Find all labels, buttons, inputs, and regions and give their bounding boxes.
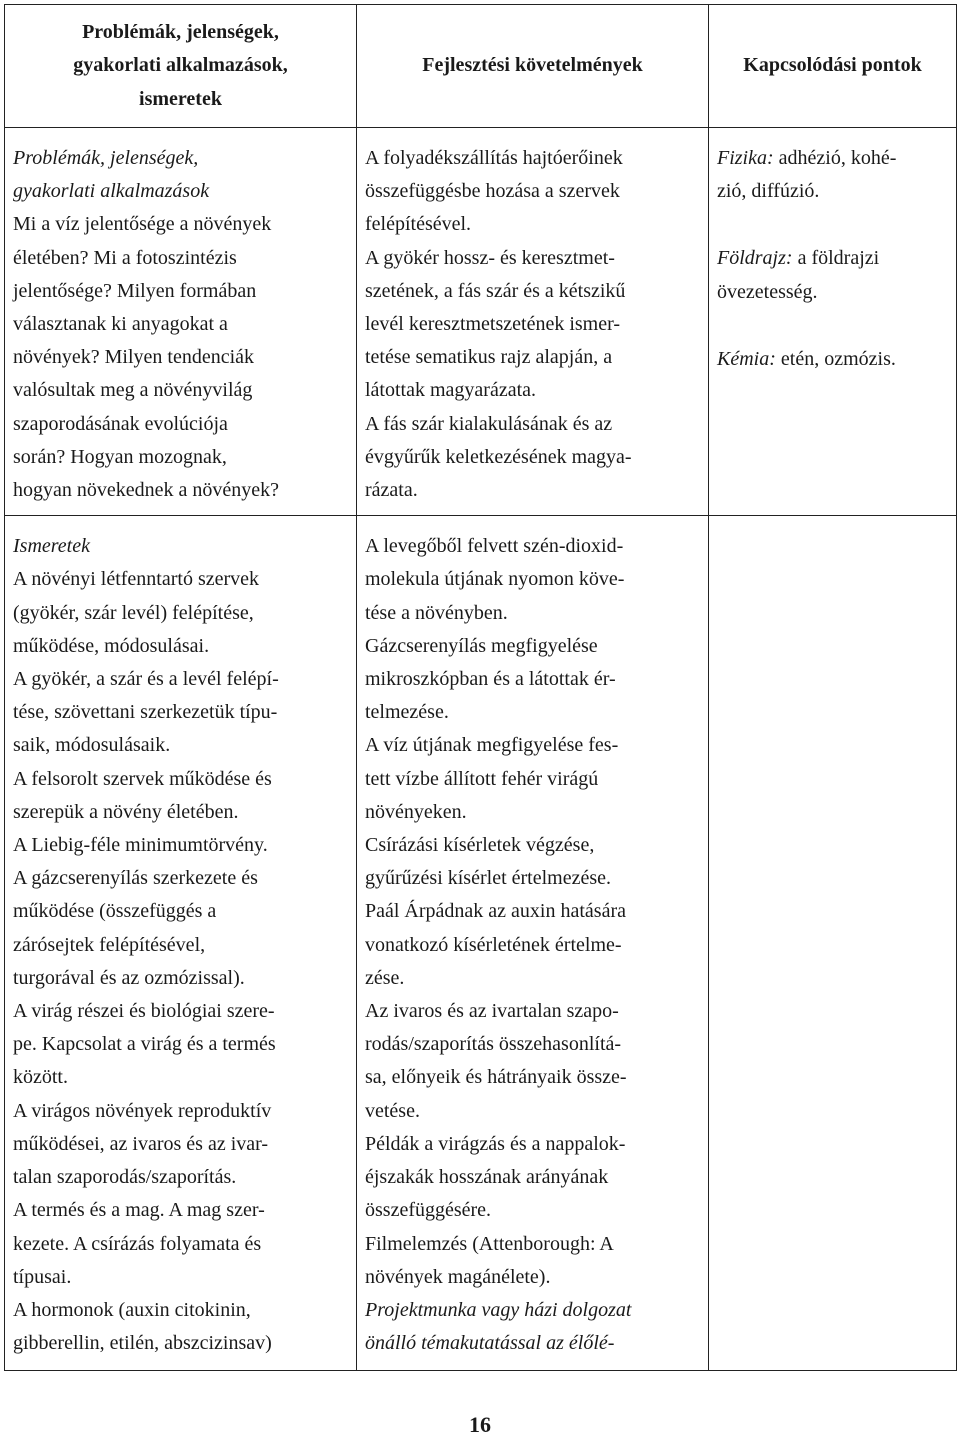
text-line: turgorával és az ozmózissal). [13, 966, 245, 989]
text-line: szetének, a fás szár és a kétszikű [365, 279, 626, 302]
connection-text: adhézió, kohé- [773, 147, 897, 169]
text-line: éjszakák hosszának arányának [365, 1166, 609, 1189]
text-line: talan szaporodás/szaporítás. [13, 1166, 237, 1189]
row1-requirements-cell [357, 128, 709, 516]
text-line: A fás szár kialakulásának és az [365, 412, 613, 435]
text-line: összefüggésbe hozása a szervek [365, 180, 620, 203]
table-row [5, 516, 957, 1371]
text-line: működései, az ivaros és az ivar- [13, 1132, 269, 1155]
subject-label: Fizika: [717, 147, 774, 169]
row1-requirements-list [365, 142, 700, 507]
text-line: működése (összefüggés a [13, 900, 217, 923]
text-line: sa, előnyeik és hátrányaik össze- [365, 1066, 627, 1089]
subject-label: Földrajz: [717, 247, 793, 270]
connection-geography [717, 242, 948, 308]
row2-requirements-cell [357, 516, 709, 1371]
text-line: típusai. [13, 1265, 72, 1288]
text-line: tetése sematikus rajz alapján, a [365, 346, 613, 369]
row2-requirements-italic-list [365, 1294, 700, 1360]
text-line: választanak ki anyagokat a [13, 313, 228, 336]
text-line: (gyökér, szár levél) felépítése, [13, 601, 254, 624]
text-line: kezete. A csírázás folyamata és [13, 1232, 262, 1255]
connection-text: övezetesség. [717, 280, 818, 303]
text-line: Paál Árpádnak az auxin hatására [365, 900, 626, 923]
text-line: A termés és a mag. A mag szer- [13, 1199, 265, 1222]
text-line: során? Hogyan mozognak, [13, 445, 227, 468]
header-topics-line: gyakorlati alkalmazások, [73, 54, 288, 77]
text-line: tése a növényben. [365, 601, 508, 624]
text-line: valósultak meg a növényvilág [13, 379, 253, 402]
subject-label: Kémia: [717, 347, 776, 370]
header-connections: Kapcsolódási pontok [709, 5, 957, 128]
connection-text: zió, diffúzió. [717, 180, 820, 203]
text-line: működése, módosulásai. [13, 634, 210, 657]
text-line: életében? Mi a fotoszintézis [13, 246, 237, 269]
text-line: tett vízbe állított fehér virágú [365, 767, 599, 790]
header-row [5, 5, 957, 128]
text-line: A víz útjának megfigyelése fes- [365, 734, 619, 757]
text-line: A folyadékszállítás hajtóerőinek [365, 147, 623, 169]
text-line: vonatkozó kísérletének értelme- [365, 933, 622, 956]
text-line: mikroszkópban és a látottak ér- [365, 668, 616, 691]
connection-text: a földrajzi [792, 247, 880, 270]
text-line: saik, módosulásaik. [13, 734, 171, 757]
text-line: A növényi létfenntartó szervek [13, 568, 260, 591]
row1-topics-list [13, 208, 348, 507]
text-line: molekula útjának nyomon köve- [365, 568, 625, 591]
text-line: A levegőből felvett szén-dioxid- [365, 535, 624, 558]
text-line: pe. Kapcsolat a virág és a termés [13, 1033, 276, 1056]
text-line: rodás/szaporítás összehasonlítá- [365, 1033, 622, 1056]
text-line: növények? Milyen tendenciák [13, 346, 255, 369]
text-line: vetése. [365, 1099, 420, 1122]
text-line: gibberellin, etilén, abszcizinsav) [13, 1332, 272, 1355]
row2-topics-cell [5, 516, 357, 1371]
text-line: A Liebig-féle minimumtörvény. [13, 834, 268, 857]
text-line: rázata. [365, 479, 418, 502]
text-line: levél keresztmetszetének ismer- [365, 313, 621, 336]
text-line: A gyökér hossz- és keresztmet- [365, 246, 615, 269]
text-line: A hormonok (auxin citokinin, [13, 1298, 251, 1321]
header-requirements: Fejlesztési követelmények [357, 5, 709, 128]
text-line: A felsorolt szervek működése és [13, 767, 272, 790]
text-line: növények magánélete). [365, 1265, 551, 1288]
section-heading: Problémák, jelenségek, [13, 147, 199, 169]
text-line: A gyökér, a szár és a levél felépí- [13, 668, 279, 691]
text-line: Mi a víz jelentősége a növények [13, 213, 272, 236]
text-line: szerepük a növény életében. [13, 800, 239, 823]
text-line: látottak magyarázata. [365, 379, 537, 402]
row2-topics-list [13, 563, 348, 1360]
text-line: Filmelemzés (Attenborough: A [365, 1232, 614, 1255]
header-topics-line: ismeretek [139, 87, 222, 110]
text-line: Példák a virágzás és a nappalok- [365, 1132, 626, 1155]
text-line: szaporodásának evolúciója [13, 412, 228, 435]
text-line: Az ivaros és az ivartalan szapo- [365, 1000, 619, 1023]
table-row [5, 128, 957, 516]
curriculum-table [4, 4, 957, 1371]
text-line: Gázcserenyílás megfigyelése [365, 634, 598, 657]
text-line: tése, szövettani szerkezetük típu- [13, 701, 278, 724]
section-heading: Ismeretek [13, 535, 90, 558]
connection-chemistry [717, 343, 948, 376]
row1-topics-cell [5, 128, 357, 516]
header-topics-line: Problémák, jelenségek, [82, 21, 279, 44]
text-line: önálló témakutatással az élőlé- [365, 1332, 615, 1355]
connection-physics [717, 142, 948, 208]
text-line: között. [13, 1066, 68, 1089]
row1-connections-cell [709, 128, 957, 516]
text-line: Projektmunka vagy házi dolgozat [365, 1298, 632, 1321]
text-line: évgyűrűk keletkezésének magya- [365, 445, 632, 468]
text-line: gyűrűzési kísérlet értelmezése. [365, 867, 611, 890]
text-line: A virágos növények reproduktív [13, 1099, 272, 1122]
text-line: A gázcserenyílás szerkezete és [13, 867, 258, 890]
text-line: Csírázási kísérletek végzése, [365, 834, 595, 857]
text-line: A virág részei és biológiai szere- [13, 1000, 275, 1023]
text-line: hogyan növekednek a növények? [13, 479, 280, 502]
section-heading: gyakorlati alkalmazások [13, 180, 210, 203]
page-number: 16 [469, 1412, 491, 1437]
row2-requirements-list [365, 530, 700, 1294]
text-line: jelentősége? Milyen formában [13, 279, 257, 302]
text-line: felépítésével. [365, 213, 472, 236]
row2-connections-cell [709, 516, 957, 1371]
text-line: összefüggésére. [365, 1199, 492, 1222]
text-line: zárósejtek felépítésével, [13, 933, 206, 956]
text-line: telmezése. [365, 701, 449, 724]
header-topics [5, 5, 357, 128]
connection-text: etén, ozmózis. [775, 347, 896, 370]
text-line: zése. [365, 966, 405, 989]
text-line: növényeken. [365, 800, 467, 823]
